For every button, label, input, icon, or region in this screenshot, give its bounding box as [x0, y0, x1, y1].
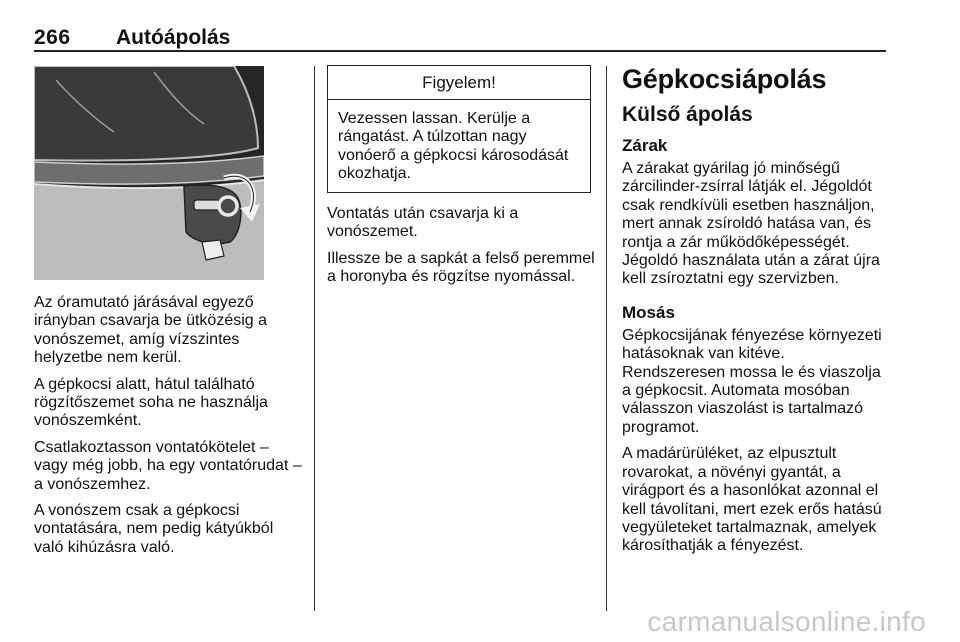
page-header	[34, 26, 886, 52]
subsection-heading-locks: Zárak	[622, 136, 668, 155]
paragraph: A zárakat gyárilag jó minőségű zárcilinder-zsírral látják el. Jégoldót csak rendkívüli esetben használjon, mert annak zsíroldó hatása van, és rontja a zár működőképességét. Jégoldó használata után a zárat újra kell zsíroztatni egy szervizben.	[622, 160, 880, 288]
paragraph: Gépkocsijának fényezése környezeti hatásoknak van kitéve. Rendszeresen mossa le és viaszolja a gépkocsit. Automata mosóban válasszon viaszolást is tartalmazó programot.	[622, 326, 882, 436]
paragraph: Vontatás után csavarja ki a vonószemet.	[327, 205, 519, 241]
paragraph: A madárürüléket, az elpusztult rovarokat, a növényi gyantát, a virágport és a hasonlókat azonnal el kell távolítani, mert ezek erős hatású vegyületeket tartalmaznak, amelyek károsíthatják a fényezést.	[622, 445, 882, 555]
warning-text: Vezessen lassan. Kerülje a rángatást. A túlzottan nagy vonóerő a gépkocsi károsodását okozhatja.	[338, 110, 569, 183]
page-number: 266	[34, 26, 71, 49]
column-divider-right	[606, 66, 607, 611]
paragraph: Illessze be a sapkát a felső peremmel a horonyba és rögzítse nyomással.	[327, 249, 595, 286]
left-column-text	[34, 294, 306, 565]
chapter-heading: Gépkocsiápolás	[622, 64, 827, 94]
watermark: carmanualsonline.info	[647, 606, 926, 637]
warning-box	[327, 65, 591, 193]
section-title: Autóápolás	[116, 26, 231, 49]
subsection-heading-washing: Mosás	[622, 302, 675, 322]
paragraph: A vonószem csak a gépkocsi vontatására, nem pedig kátyúkból való kihúzásra való.	[34, 502, 274, 556]
paragraph: Csatlakoztasson vontatókötelet – vagy még jobb, ha egy vontatórudat – a vonószemhez.	[34, 438, 302, 493]
tow-hook-illustration	[34, 66, 264, 280]
paragraph: Az óramutató járásával egyező irányban csavarja be ütközésig a vonószemet, amíg vízszintes helyzetbe nem kerül.	[34, 294, 268, 367]
tow-hook-illustration-icon	[34, 66, 264, 280]
warning-title: Figyelem!	[328, 66, 590, 100]
section-heading: Külső ápolás	[622, 103, 753, 126]
middle-column-text	[327, 205, 595, 295]
paragraph: A gépkocsi alatt, hátul található rögzítőszemet soha ne használja vonószemként.	[34, 375, 268, 430]
column-divider-left	[314, 66, 315, 611]
right-column	[622, 64, 888, 564]
